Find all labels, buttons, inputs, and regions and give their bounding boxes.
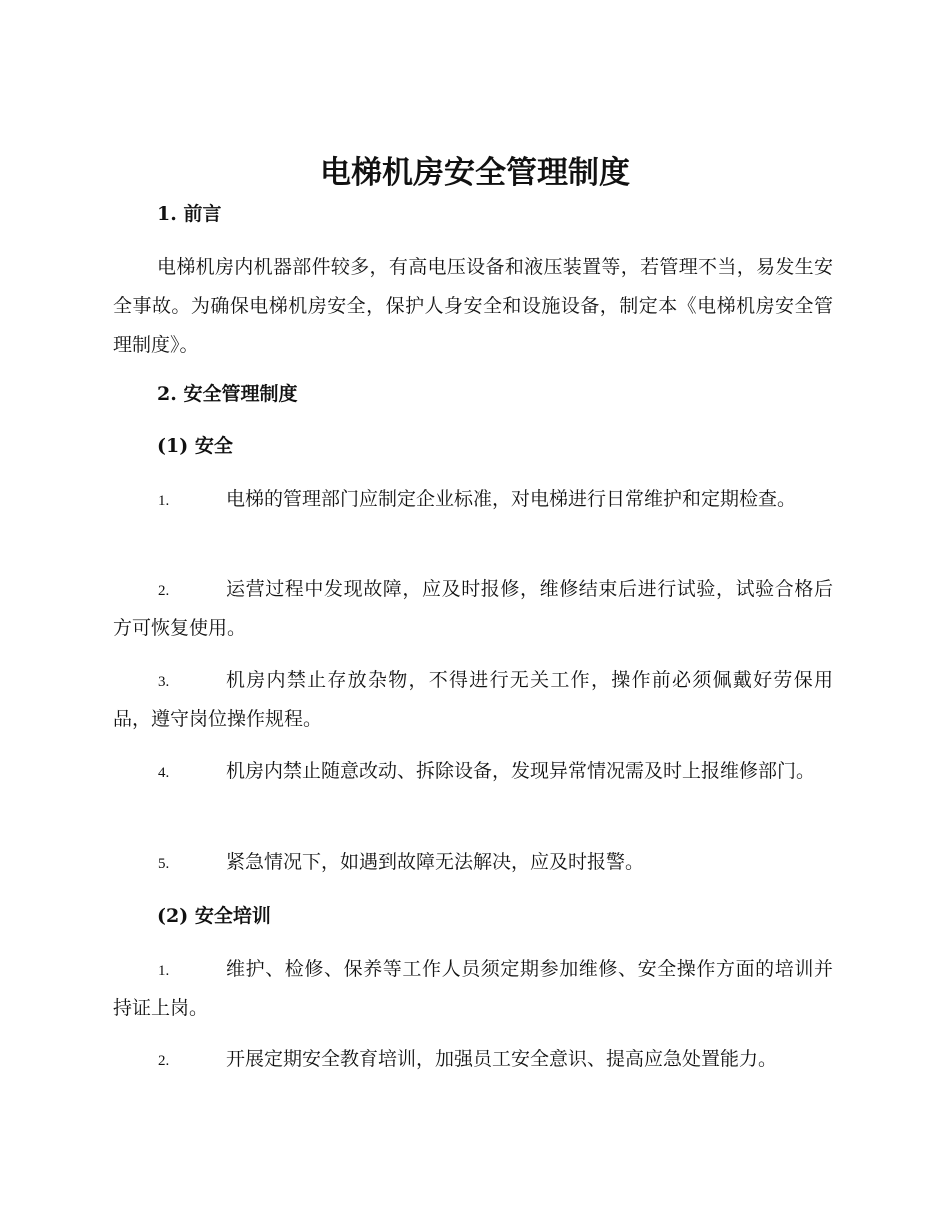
- section-heading-safety-management: 2. 安全管理制度: [157, 383, 298, 405]
- list-item-text: 紧急情况下，如遇到故障无法解决，应及时报警。: [226, 851, 645, 873]
- subsection-heading-safety-training: (2) 安全培训: [157, 905, 271, 927]
- list-item: [113, 661, 833, 739]
- list-item-text: 机房内禁止存放杂物，不得进行无关工作，操作前必须佩戴好劳保用品，遵守岗位操作规程。: [113, 669, 833, 730]
- list-item: [113, 843, 833, 882]
- list-item-text: 机房内禁止随意改动、拆除设备，发现异常情况需及时上报维修部门。: [226, 760, 816, 782]
- page-title: 电梯机房安全管理制度: [320, 155, 630, 191]
- list-item-number: 5.: [158, 856, 170, 872]
- subsection-heading-safety: (1) 安全: [157, 435, 233, 457]
- list-item: [113, 480, 833, 519]
- list-item: [113, 950, 833, 1028]
- list-item-text: 维护、检修、保养等工作人员须定期参加维修、安全操作方面的培训并持证上岗。: [113, 958, 833, 1019]
- list-item-number: 1.: [158, 493, 170, 509]
- list-item-number: 3.: [158, 674, 170, 690]
- list-item-number: 2.: [158, 583, 170, 599]
- intro-paragraph: 电梯机房内机器部件较多，有高电压设备和液压装置等，若管理不当，易发生安全事故。为确保电梯机房安全，保护人身安全和设施设备，制定本《电梯机房安全管理制度》。: [113, 256, 833, 356]
- list-item: [113, 1040, 833, 1079]
- list-item-text: 电梯的管理部门应制定企业标准，对电梯进行日常维护和定期检查。: [226, 488, 797, 510]
- list-item: [113, 570, 833, 648]
- list-item-text: 运营过程中发现故障，应及时报修，维修结束后进行试验，试验合格后方可恢复使用。: [113, 578, 833, 639]
- list-item-number: 1.: [158, 963, 170, 979]
- list-item: [113, 752, 833, 791]
- list-item-number: 2.: [158, 1053, 170, 1069]
- list-item-text: 开展定期安全教育培训，加强员工安全意识、提高应急处置能力。: [226, 1048, 778, 1070]
- section-heading-preface: 1. 前言: [157, 203, 222, 225]
- list-item-number: 4.: [158, 765, 170, 781]
